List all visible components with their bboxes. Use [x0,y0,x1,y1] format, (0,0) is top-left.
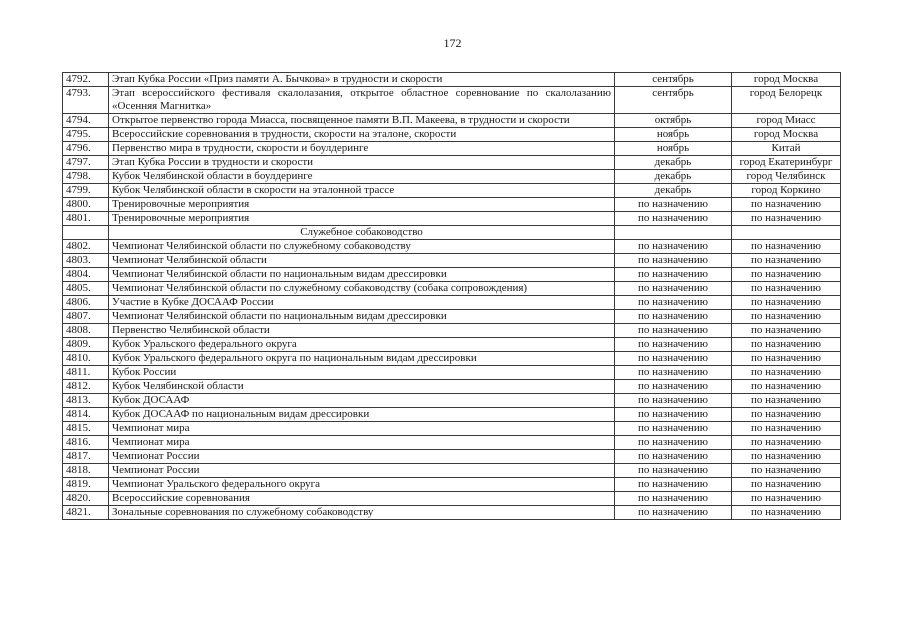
row-number: 4796. [63,142,109,156]
event-date: сентябрь [615,87,732,114]
table-row [63,478,841,492]
table-row [63,436,841,450]
table-row [63,268,841,282]
row-number: 4808. [63,324,109,338]
table-row [63,366,841,380]
row-number: 4803. [63,254,109,268]
row-number: 4821. [63,506,109,520]
event-date: по назначению [615,450,732,464]
table-row [63,492,841,506]
row-number: 4816. [63,436,109,450]
row-number: 4810. [63,352,109,366]
table-row [63,394,841,408]
event-place: по назначению [732,310,841,324]
event-name: Чемпионат Челябинской области по национальным видам дрессировки [109,268,615,282]
row-number: 4794. [63,114,109,128]
event-place: по назначению [732,478,841,492]
event-name: Кубок России [109,366,615,380]
events-table [62,72,841,520]
event-place: по назначению [732,268,841,282]
row-number: 4805. [63,282,109,296]
row-number: 4801. [63,212,109,226]
row-number: 4819. [63,478,109,492]
table-row [63,450,841,464]
row-number: 4814. [63,408,109,422]
row-number: 4793. [63,87,109,114]
event-name: Чемпионат мира [109,422,615,436]
table-row [63,324,841,338]
row-number: 4817. [63,450,109,464]
event-name: Чемпионат Челябинской области по служебному собаководству [109,240,615,254]
event-place: город Москва [732,73,841,87]
event-place: по назначению [732,352,841,366]
event-place: по назначению [732,240,841,254]
event-name: Открытое первенство города Миасса, посвященное памяти В.П. Макеева, в трудности и скорости [109,114,615,128]
table-row [63,338,841,352]
table-row [63,128,841,142]
table-row [63,310,841,324]
event-name: Зональные соревнования по служебному собаководству [109,506,615,520]
row-number: 4797. [63,156,109,170]
row-number: 4799. [63,184,109,198]
event-name: Кубок Уральского федерального округа [109,338,615,352]
event-date: сентябрь [615,73,732,87]
row-number: 4820. [63,492,109,506]
event-place: по назначению [732,380,841,394]
event-place: по назначению [732,366,841,380]
table-row [63,156,841,170]
event-name: Всероссийские соревнования [109,492,615,506]
row-number: 4802. [63,240,109,254]
event-place: по назначению [732,324,841,338]
row-number: 4795. [63,128,109,142]
row-number: 4792. [63,73,109,87]
event-place: по назначению [732,436,841,450]
row-number: 4815. [63,422,109,436]
event-date: по назначению [615,408,732,422]
event-date: по назначению [615,492,732,506]
event-date: по назначению [615,212,732,226]
event-name: Чемпионат России [109,464,615,478]
event-place: по назначению [732,338,841,352]
event-date: по назначению [615,366,732,380]
table-row [63,87,841,114]
table-row [63,170,841,184]
event-date: по назначению [615,478,732,492]
row-number: 4818. [63,464,109,478]
event-name: Этап Кубка России в трудности и скорости [109,156,615,170]
event-place: по назначению [732,408,841,422]
event-date: октябрь [615,114,732,128]
event-name: Участие в Кубке ДОСААФ России [109,296,615,310]
event-place: по назначению [732,254,841,268]
event-date: по назначению [615,282,732,296]
event-date: по назначению [615,506,732,520]
section-place-cell [732,226,841,240]
event-place: по назначению [732,422,841,436]
row-number: 4806. [63,296,109,310]
table-row [63,142,841,156]
event-place: город Коркино [732,184,841,198]
event-date: по назначению [615,380,732,394]
row-number: 4804. [63,268,109,282]
table-row [63,380,841,394]
table-row [63,184,841,198]
event-place: город Миасс [732,114,841,128]
event-name: Первенство мира в трудности, скорости и боулдеринге [109,142,615,156]
event-name: Чемпионат Челябинской области по национальным видам дрессировки [109,310,615,324]
event-date: по назначению [615,254,732,268]
table-row [63,408,841,422]
event-place: город Челябинск [732,170,841,184]
event-date: по назначению [615,338,732,352]
row-number: 4800. [63,198,109,212]
row-number: 4813. [63,394,109,408]
event-place: по назначению [732,506,841,520]
table-row [63,422,841,436]
page-number: 172 [443,36,462,50]
table-row [63,198,841,212]
event-name: Кубок Челябинской области [109,380,615,394]
event-name: Чемпионат мира [109,436,615,450]
event-place: по назначению [732,464,841,478]
event-date: по назначению [615,240,732,254]
event-name: Тренировочные мероприятия [109,198,615,212]
event-place: город Белорецк [732,87,841,114]
event-name: Чемпионат Челябинской области [109,254,615,268]
event-date: по назначению [615,436,732,450]
event-place: по назначению [732,394,841,408]
row-number: 4812. [63,380,109,394]
event-date: по назначению [615,268,732,282]
event-name: Кубок ДОСААФ по национальным видам дрессировки [109,408,615,422]
event-date: по назначению [615,464,732,478]
event-date: по назначению [615,324,732,338]
rows-after [63,240,841,520]
table-row [63,282,841,296]
table-row [63,240,841,254]
event-date: по назначению [615,296,732,310]
event-name: Всероссийские соревнования в трудности, скорости на эталоне, скорости [109,128,615,142]
event-place: по назначению [732,282,841,296]
event-place: по назначению [732,212,841,226]
event-date: по назначению [615,310,732,324]
event-place: по назначению [732,198,841,212]
table-row [63,114,841,128]
event-date: декабрь [615,184,732,198]
event-name: Кубок Уральского федерального округа по национальным видам дрессировки [109,352,615,366]
event-date: по назначению [615,198,732,212]
section-title: Служебное собаководство [109,226,615,240]
event-name: Первенство Челябинской области [109,324,615,338]
rows-before [63,73,841,226]
event-name: Чемпионат России [109,450,615,464]
event-place: город Екатеринбург [732,156,841,170]
event-date: ноябрь [615,142,732,156]
event-name: Кубок ДОСААФ [109,394,615,408]
table-row [63,506,841,520]
event-date: по назначению [615,394,732,408]
event-name: Тренировочные мероприятия [109,212,615,226]
event-name: Этап всероссийского фестиваля скалолазания, открытое областное соревнование по скалолазанию «Осенняя Магнитка» [109,87,615,114]
table-row [63,464,841,478]
event-place: по назначению [732,492,841,506]
row-number: 4809. [63,338,109,352]
table-row [63,73,841,87]
event-place: по назначению [732,450,841,464]
event-name: Этап Кубка России «Приз памяти А. Бычкова» в трудности и скорости [109,73,615,87]
event-name: Кубок Челябинской области в скорости на эталонной трассе [109,184,615,198]
row-number: 4798. [63,170,109,184]
event-place: город Москва [732,128,841,142]
table-row [63,296,841,310]
row-number: 4811. [63,366,109,380]
event-date: декабрь [615,170,732,184]
event-name: Чемпионат Уральского федерального округа [109,478,615,492]
event-place: по назначению [732,296,841,310]
table-row [63,352,841,366]
event-date: по назначению [615,352,732,366]
section-date-cell [615,226,732,240]
event-name: Чемпионат Челябинской области по служебному собаководству (собака сопровождения) [109,282,615,296]
event-place: Китай [732,142,841,156]
event-name: Кубок Челябинской области в боулдеринге [109,170,615,184]
table-row [63,212,841,226]
event-date: ноябрь [615,128,732,142]
event-date: по назначению [615,422,732,436]
table-row [63,254,841,268]
section-header-row [63,226,841,240]
event-date: декабрь [615,156,732,170]
section-header-group [63,226,841,240]
row-number: 4807. [63,310,109,324]
section-num-cell [63,226,109,240]
